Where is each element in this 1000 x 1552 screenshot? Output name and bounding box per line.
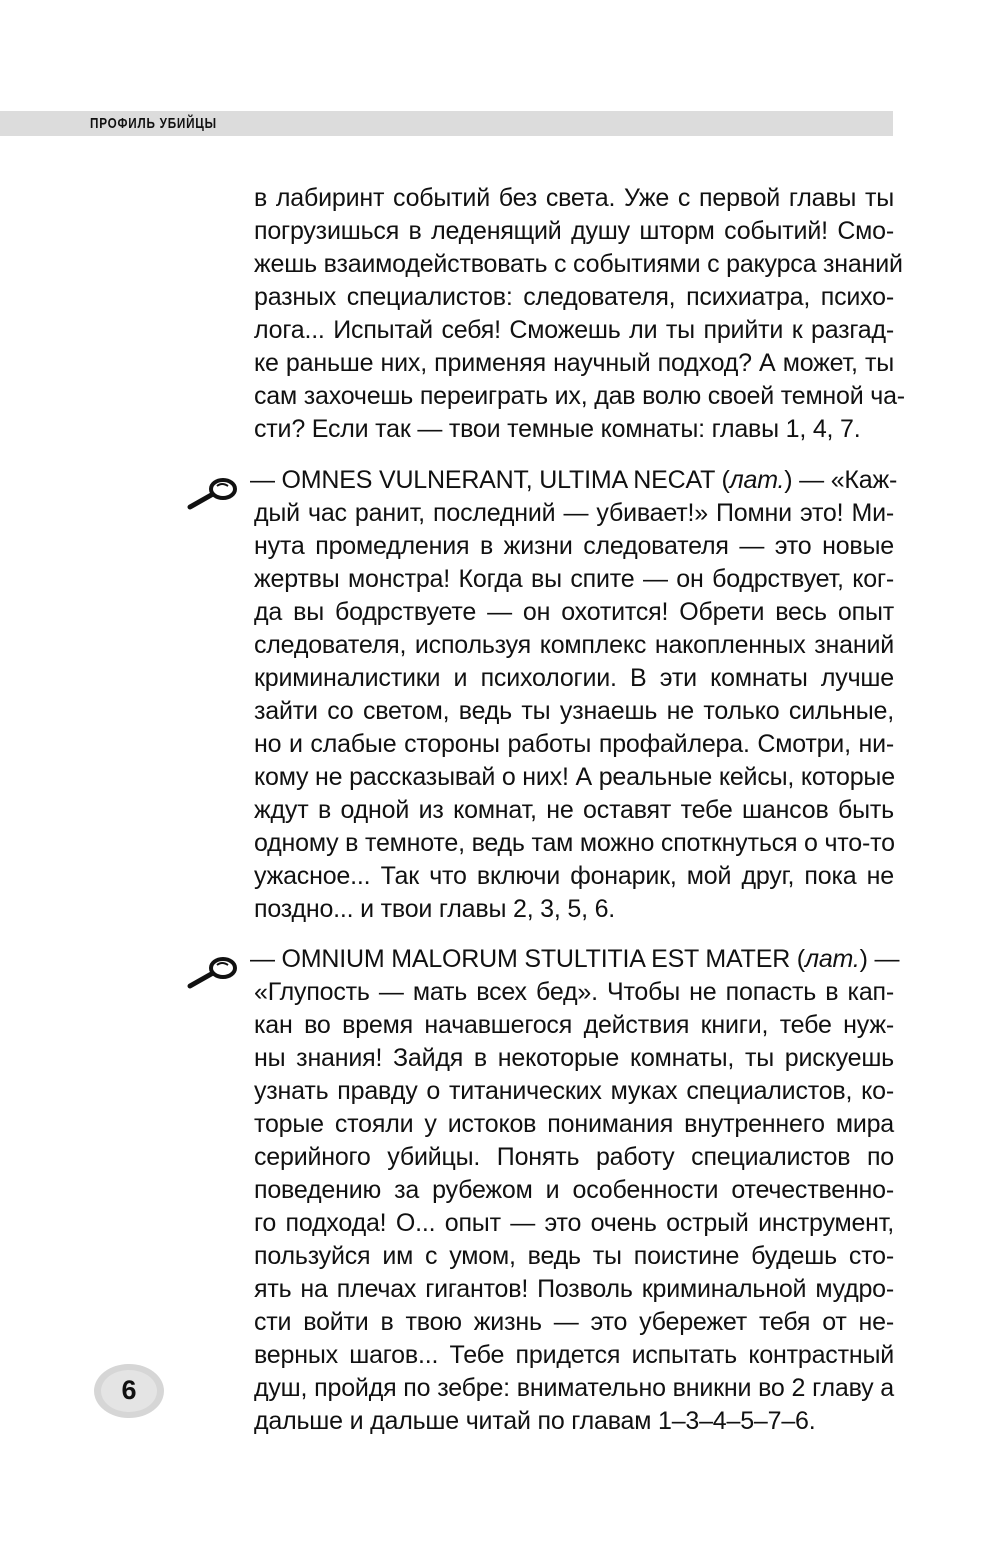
text-line: жертвы монстра! Когда вы спите — он бодрствует, ког- xyxy=(254,565,894,593)
text-line: ужасное... Так что включи фонарик, мой друг, пока не xyxy=(254,862,894,890)
text-line: пользуйся им с умом, ведь ты поистине будешь сто- xyxy=(254,1242,894,1270)
text-line: нута промедления в жизни следователя — это новые xyxy=(254,532,894,560)
text-line: да вы бодрствуете — он охотится! Обрети весь опыт xyxy=(254,598,894,626)
latin-phrase: — OMNIUM MALORUM STULTITIA EST MATER ( xyxy=(250,945,805,973)
text-line: поведению за рубежом и особенности отечественно- xyxy=(254,1176,894,1204)
text-line: сти? Если так — твои темные комнаты: главы 1, 4, 7. xyxy=(254,415,861,443)
text-line: разных специалистов: следователя, психиатра, психо- xyxy=(254,283,894,311)
text-line: кому не рассказывай о них! А реальные кейсы, которые xyxy=(254,763,895,791)
language-note: лат. xyxy=(729,466,785,494)
section1-heading-line xyxy=(250,462,898,498)
text-line: поздно... и твои главы 2, 3, 5, 6. xyxy=(254,895,616,923)
text-line: но и слабые стороны работы профайлера. Смотри, ни- xyxy=(254,730,894,758)
language-note: лат. xyxy=(804,945,860,973)
text-line: в лабиринт событий без света. Уже с первой главы ты xyxy=(254,184,894,212)
text-line: го подхода! О... опыт — это очень острый инструмент, xyxy=(254,1209,894,1237)
text-line: дальше и дальше читай по главам 1–3–4–5–7–6. xyxy=(254,1407,816,1435)
text-line: следователя, используя комплекс накопленных знаний xyxy=(254,631,894,659)
text-line: торые стояли у истоков понимания внутреннего мира xyxy=(254,1110,894,1138)
page-number: 6 xyxy=(121,1375,137,1405)
text-line: верных шагов... Тебе придется испытать контрастный xyxy=(254,1341,894,1369)
text-line: ны знания! Зайдя в некоторые комнаты, ты рискуешь xyxy=(254,1044,894,1072)
magnifier-icon xyxy=(186,955,240,991)
text-line: душ, пройдя по зебре: внимательно вникни во 2 главу а xyxy=(254,1374,894,1402)
text-line: кан во время начавшегося действия книги, тебе нуж- xyxy=(254,1011,894,1039)
translation-start: ) — «Каж- xyxy=(784,466,898,494)
text-line: ждут в одной из комнат, не оставят тебе шансов быть xyxy=(254,796,894,824)
text-line: серийного убийцы. Понять работу специалистов по xyxy=(254,1143,894,1171)
text-line: сти войти в твою жизнь — это убережет тебя от не- xyxy=(254,1308,894,1336)
translation-start: ) — xyxy=(859,945,900,973)
running-title: ПРОФИЛЬ УБИЙЦЫ xyxy=(90,115,217,132)
text-line: криминалистики и психологии. В эти комнаты лучше xyxy=(254,664,894,692)
text-line: погрузишься в леденящий душу шторм событий! Смо- xyxy=(254,217,894,245)
text-line: дый час ранит, последний — убивает!» Помни это! Ми- xyxy=(254,499,894,527)
text-line: ке раньше них, применяя научный подход? А может, ты xyxy=(254,349,894,377)
text-line: узнать правду о титанических муках специалистов, ко- xyxy=(254,1077,894,1105)
text-line: одному в темноте, ведь там можно споткнуться о что-то xyxy=(254,829,895,857)
text-line: зайти со светом, ведь ты узнаешь не только сильные, xyxy=(254,697,894,725)
text-line: ять на плечах гигантов! Позволь криминальной мудро- xyxy=(254,1275,894,1303)
latin-phrase: — OMNES VULNERANT, ULTIMA NECAT ( xyxy=(250,466,730,494)
text-line: лога... Испытай себя! Сможешь ли ты прийти к разгад- xyxy=(254,316,894,344)
text-line: жешь взаимодействовать с событиями с ракурса знаний xyxy=(254,250,903,278)
text-line: сам захочешь переиграть их, дав волю своей темной ча- xyxy=(254,382,905,410)
section2-heading-line xyxy=(250,941,900,977)
text-line: «Глупость — мать всех бед». Чтобы не попасть в кап- xyxy=(254,978,894,1006)
magnifier-icon xyxy=(186,476,240,512)
